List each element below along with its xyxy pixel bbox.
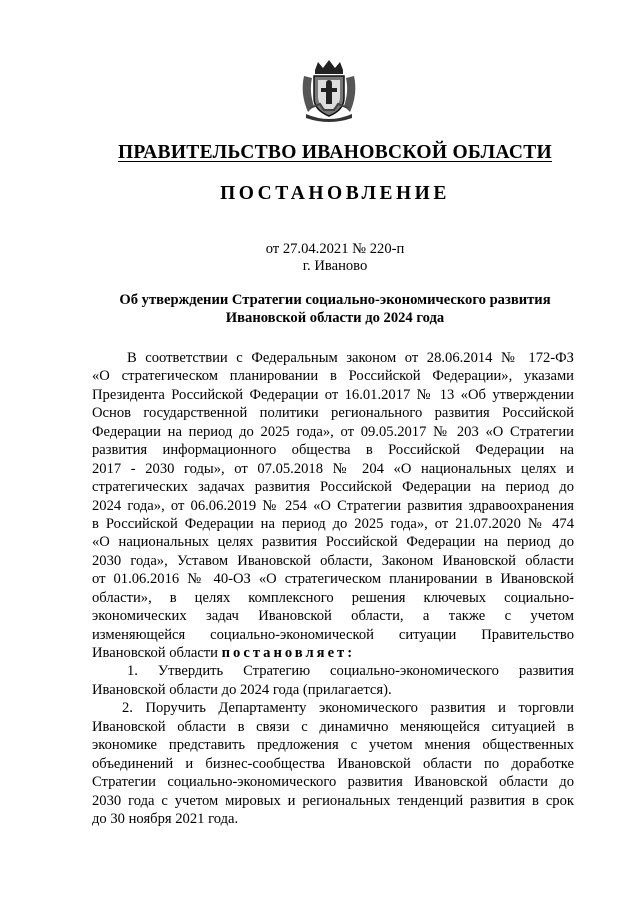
preamble-line: области», в целях комплексного решения ключевых социально- [92,589,574,606]
preamble-line: в Российской Федерации на период до 2025 года», от 21.07.2020 № 474 [92,515,574,532]
subject-line: Ивановской области до 2024 года [225,310,445,326]
preamble-line: 2017 - 2030 годы», от 07.05.2018 № 204 «О национальных целях и [92,460,574,477]
preamble-line: 2030 года», Уставом Ивановской области, Законом Ивановской области [92,552,574,569]
preamble-line: экономических задач Ивановской области, а также с учетом [92,608,574,625]
organization-title: ПРАВИТЕЛЬСТВО ИВАНОВСКОЙ ОБЛАСТИ [117,142,553,163]
preamble-line: «О стратегическом планировании в Российской Федерации», указами [92,368,574,385]
preamble-line: изменяющейся социально-экономической ситуации Правительство [92,626,574,643]
preamble-line [92,644,574,662]
subject-line: Об утверждении Стратегии социально-экономического развития [119,292,551,308]
preamble-line: «О национальных целях развития Российской Федерации на период до [92,534,574,551]
item-2-line: до 30 ноября 2021 года. [92,810,239,827]
document-body [92,349,574,828]
preamble-line: Президента Российской Федерации от 16.01.2017 № 13 «Об утверждении [92,386,574,403]
document-subject [0,291,640,327]
item-2-line: 2030 года с учетом мировых и региональных тенденций развития в срок [92,792,574,809]
item-2-line: 2. Поручить Департаменту экономического развития и торговли [122,700,574,717]
preamble-last-prefix: Ивановской области [92,645,222,661]
preamble-line: 2024 года», от 06.06.2019 № 254 «О Стратегии развития здравоохранения [92,497,574,514]
preamble-line: развития информационного общества в Российской Федерации на [92,442,574,459]
document-meta [0,241,640,275]
city: г. Иваново [302,258,368,274]
preamble-line: стратегических задачах развития Российской Федерации на период до [92,479,574,496]
preamble-line: Основ государственной политики регионального развития Российской [92,405,574,422]
item-2-line: объединений и бизнес-сообщества Ивановской области по доработке [92,755,574,772]
item-2-line: экономике представить предложения с учетом мнения общественных [92,737,574,754]
document-type-heading: ПОСТАНОВЛЕНИЕ [220,183,450,204]
item-1-line: 1. Утвердить Стратегию социально-экономического развития [127,663,574,680]
resolves-keyword: постановляет: [221,645,356,661]
coat-of-arms-emblem [300,60,358,122]
item-2-line: Ивановской области в связи с динамично меняющейся ситуацией в [92,718,574,735]
preamble-line: от 01.06.2016 № 40-ОЗ «О стратегическом планировании в Ивановской [92,571,574,588]
preamble-line: В соответствии с Федеральным законом от 28.06.2014 № 172-ФЗ [127,350,574,366]
preamble-line: Федерации на период до 2025 года», от 09.05.2017 № 203 «О Стратегии [92,423,574,440]
item-2-line: Стратегии социально-экономического развития Ивановской области до [92,774,574,791]
date-number: от 27.04.2021 № 220-п [265,241,405,257]
item-1-line: Ивановской области до 2024 года (прилагается). [92,681,392,698]
